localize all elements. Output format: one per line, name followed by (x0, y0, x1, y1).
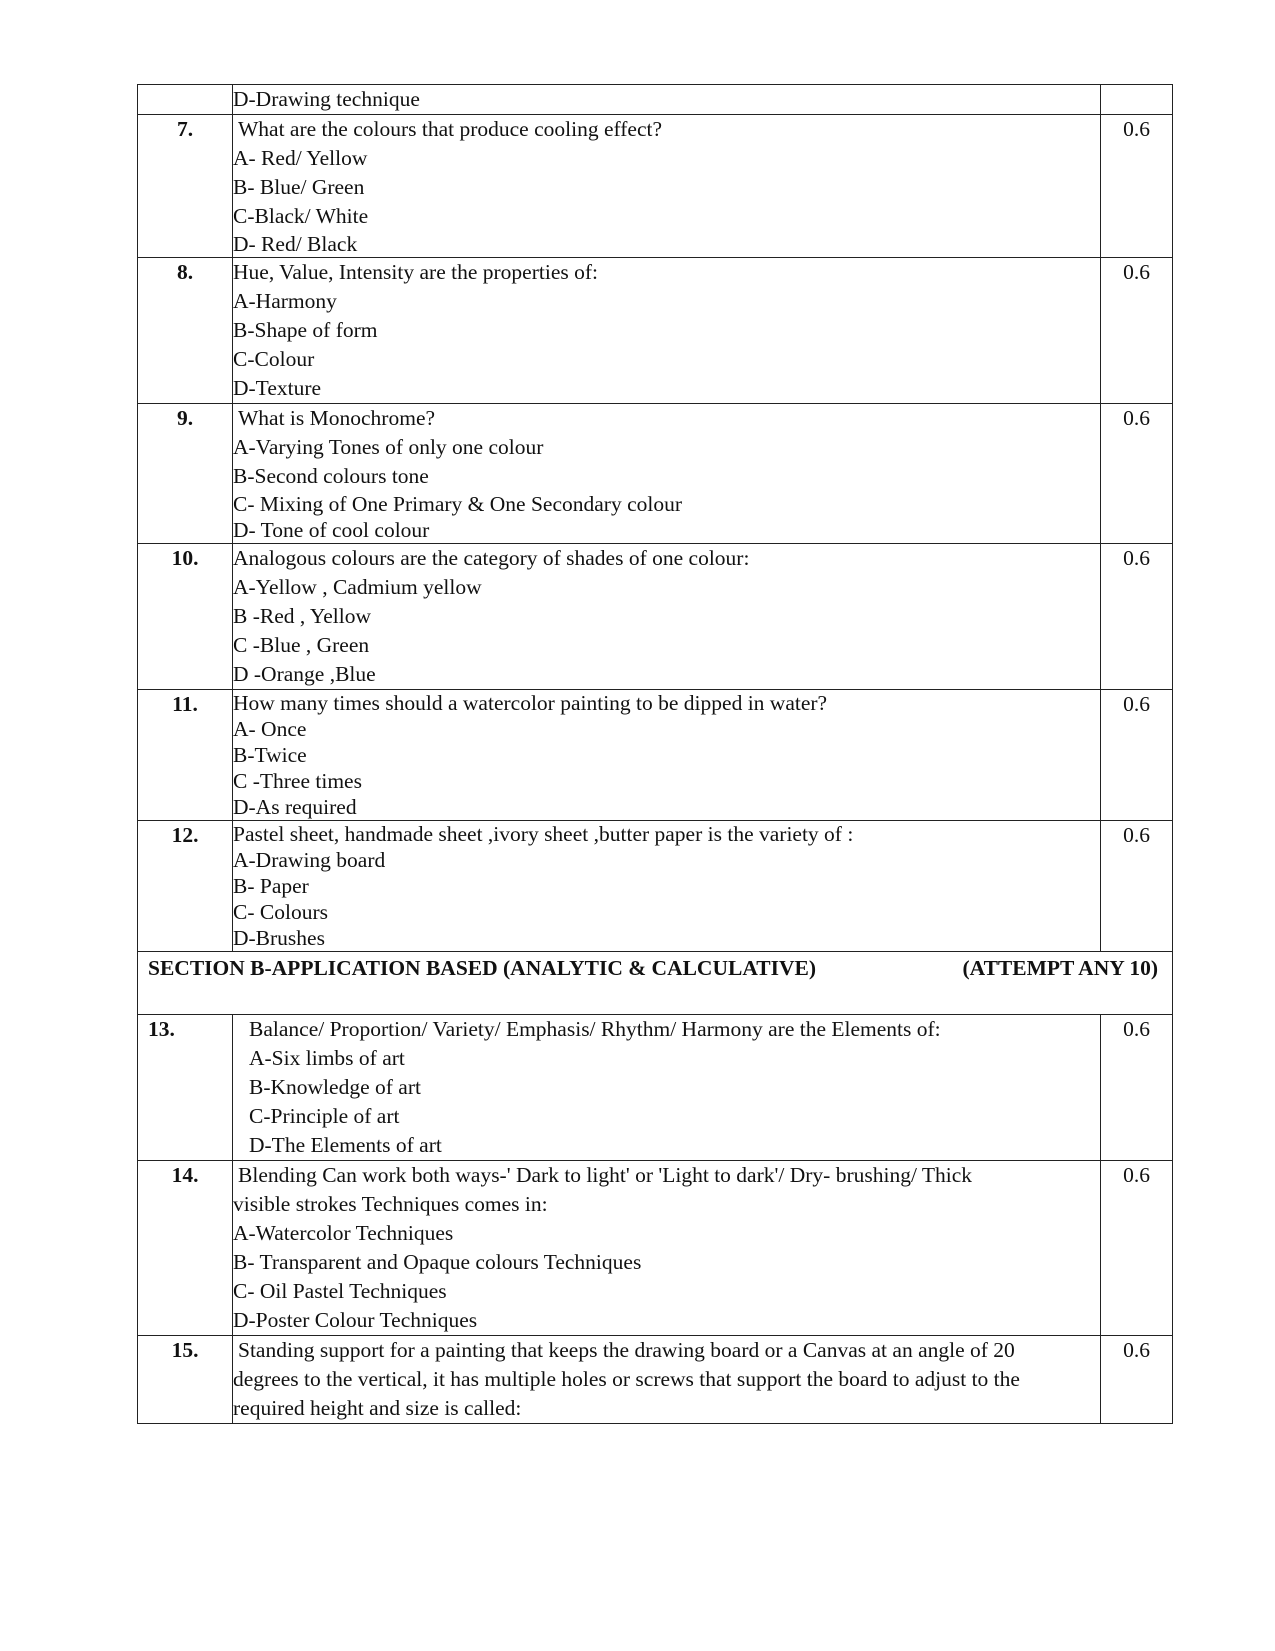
option-b: B- Paper (233, 874, 309, 898)
option-c: C- Oil Pastel Techniques (233, 1279, 447, 1303)
question-text-line-2: visible strokes Techniques comes in: (233, 1192, 548, 1216)
question-text-line-1: Blending Can work both ways-' Dark to light' or 'Light to dark'/ Dry- brushing/ Thick (238, 1163, 973, 1187)
table-row (138, 821, 1173, 952)
question-number-cell (138, 85, 233, 115)
table-row (138, 1015, 1173, 1161)
marks: 0.6 (1101, 544, 1173, 690)
option-a: A-Harmony (233, 289, 337, 313)
question-text: Balance/ Proportion/ Variety/ Emphasis/ Rhythm/ Harmony are the Elements of: (249, 1017, 941, 1041)
table-row (138, 258, 1173, 404)
question-number: 12. (138, 821, 233, 952)
question-text-line-2: degrees to the vertical, it has multiple holes or screws that support the board to adjust to the (233, 1367, 1020, 1391)
option-c: C-Colour (233, 347, 315, 371)
marks: 0.6 (1101, 1336, 1173, 1424)
table-row (138, 690, 1173, 821)
table-row (138, 404, 1173, 544)
option-a: A-Varying Tones of only one colour (233, 435, 544, 459)
marks: 0.6 (1101, 115, 1173, 258)
question-body-cell (233, 115, 1101, 258)
option-a: A- Once (233, 717, 307, 741)
option-b: B-Twice (233, 743, 307, 767)
question-table (137, 84, 1173, 1424)
question-number: 14. (138, 1161, 233, 1336)
option-d: D-Texture (233, 376, 322, 400)
option-c: C- Colours (233, 900, 328, 924)
option-b: B-Knowledge of art (249, 1075, 421, 1099)
marks: 0.6 (1101, 258, 1173, 404)
question-number: 7. (138, 115, 233, 258)
table-row (138, 1336, 1173, 1424)
option-a: A-Six limbs of art (249, 1046, 405, 1070)
option-b: B -Red , Yellow (233, 604, 371, 628)
option-c: C -Blue , Green (233, 633, 370, 657)
question-number: 13. (138, 1015, 233, 1161)
section-header-cell (138, 952, 1173, 1015)
question-body-cell (233, 404, 1101, 544)
question-text-line-1: Standing support for a painting that keeps the drawing board or a Canvas at an angle of 20 (238, 1338, 1015, 1362)
question-body-cell (233, 1336, 1101, 1424)
option-b: B-Shape of form (233, 318, 378, 342)
marks: 0.6 (1101, 404, 1173, 544)
option-a: A-Yellow , Cadmium yellow (233, 575, 482, 599)
option-a: A-Watercolor Techniques (233, 1221, 454, 1245)
option-b: B- Blue/ Green (233, 175, 365, 199)
question-text: Pastel sheet, handmade sheet ,ivory sheet ,butter paper is the variety of : (233, 822, 854, 846)
question-number: 15. (138, 1336, 233, 1424)
option-c: C- Mixing of One Primary & One Secondary colour (233, 492, 683, 516)
question-body-cell (233, 1161, 1101, 1336)
marks: 0.6 (1101, 821, 1173, 952)
table-row (138, 1161, 1173, 1336)
question-number: 10. (138, 544, 233, 690)
question-text: What are the colours that produce cooling effect? (238, 117, 663, 141)
question-text: How many times should a watercolor painting to be dipped in water? (233, 691, 828, 715)
option-d: D -Orange ,Blue (233, 662, 376, 686)
question-number: 9. (138, 404, 233, 544)
table-row (138, 85, 1173, 115)
option-a: A- Red/ Yellow (233, 146, 368, 170)
section-instruction: (ATTEMPT ANY 10) (962, 956, 1158, 980)
option-d: D- Red/ Black (233, 232, 358, 256)
option-d: D-Brushes (233, 926, 325, 950)
question-body-cell (233, 1015, 1101, 1161)
table-row (138, 115, 1173, 258)
question-body-cell (233, 544, 1101, 690)
marks: 0.6 (1101, 690, 1173, 821)
question-text: Analogous colours are the category of shades of one colour: (233, 546, 750, 570)
option-c: C -Three times (233, 769, 362, 793)
question-body-cell (233, 690, 1101, 821)
section-header-row (138, 952, 1173, 1015)
option-b: B- Transparent and Opaque colours Techniques (233, 1250, 642, 1274)
marks: 0.6 (1101, 1015, 1173, 1161)
question-text: What is Monochrome? (238, 406, 436, 430)
question-body-cell (233, 85, 1101, 115)
marks-cell (1101, 85, 1173, 115)
option-c: C-Principle of art (249, 1104, 400, 1128)
option-d: D-Drawing technique (233, 87, 420, 111)
question-text-line-3: required height and size is called: (233, 1396, 522, 1420)
table-row (138, 544, 1173, 690)
question-body-cell (233, 821, 1101, 952)
question-text: Hue, Value, Intensity are the properties of: (233, 260, 598, 284)
option-c: C-Black/ White (233, 204, 369, 228)
option-b: B-Second colours tone (233, 464, 429, 488)
option-d: D- Tone of cool colour (233, 518, 430, 542)
question-number: 11. (138, 690, 233, 821)
marks: 0.6 (1101, 1161, 1173, 1336)
question-body-cell (233, 258, 1101, 404)
question-number: 8. (138, 258, 233, 404)
section-title: SECTION B-APPLICATION BASED (ANALYTIC & CALCULATIVE) (148, 956, 816, 980)
option-d: D-As required (233, 795, 357, 819)
option-d: D-The Elements of art (249, 1133, 442, 1157)
option-a: A-Drawing board (233, 848, 386, 872)
option-d: D-Poster Colour Techniques (233, 1308, 478, 1332)
